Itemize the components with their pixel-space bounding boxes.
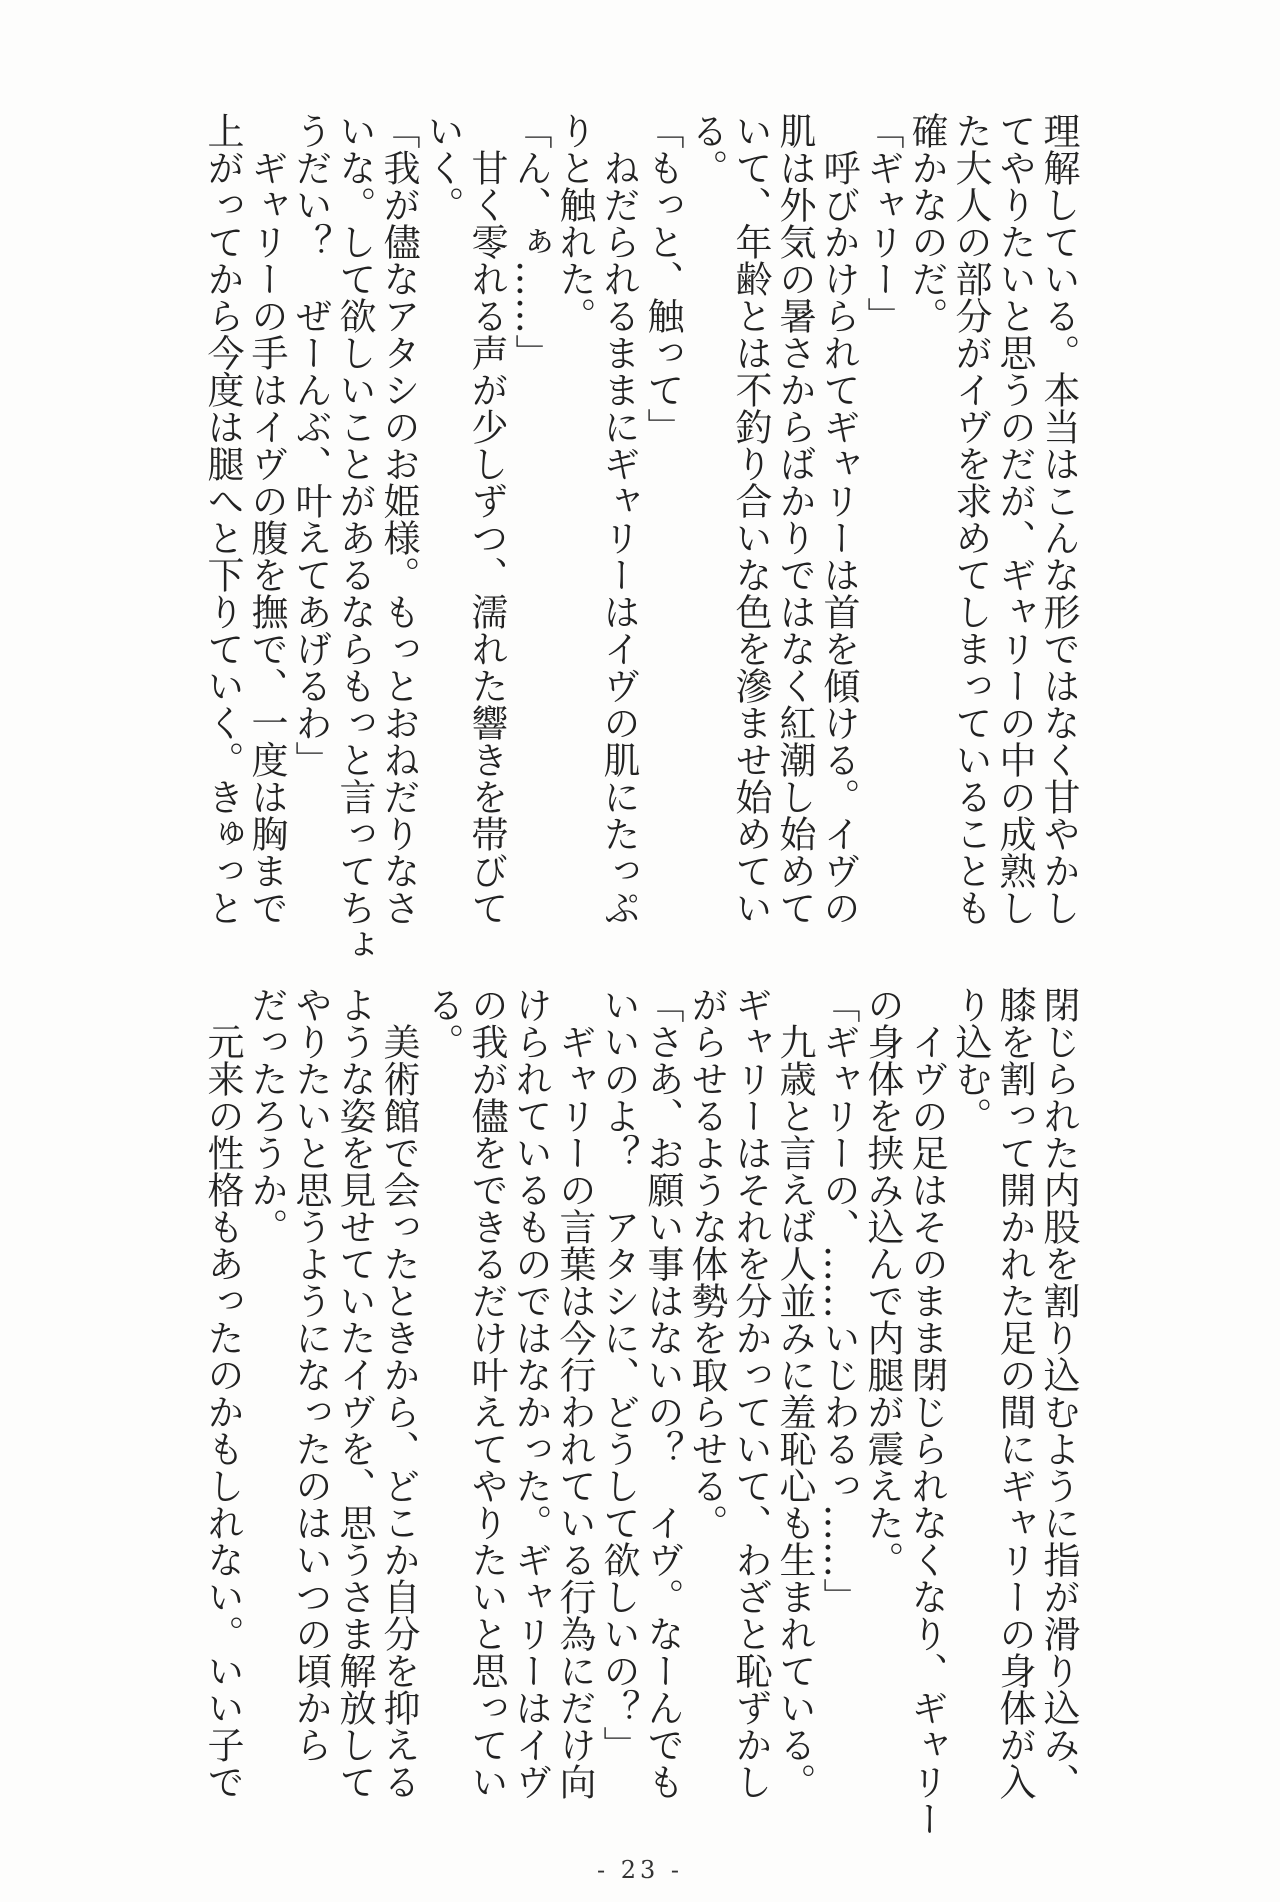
text-line: 閉じられた内股を割り込むように指が滑り込み、	[1037, 986, 1080, 1800]
text-line: 上がってから今度は腿へと下りていく。きゅっと	[201, 112, 244, 926]
text-line: 膝を割って開かれた足の間にギャリーの身体が入	[993, 986, 1036, 1800]
text-line: やりたいと思うようになったのはいつの頃から	[289, 986, 332, 1763]
text-line: イヴの足はそのまま閉じられなくなり、ギャリー	[905, 986, 948, 1837]
text-line: た大人の部分がイヴを求めてしまっていることも	[949, 112, 992, 926]
text-line: 「我が儘なアタシのお姫様。もっとおねだりなさ	[377, 112, 420, 926]
text-line: ような姿を見せていたイヴを、思うさま解放して	[333, 986, 376, 1800]
text-line: 甘く零れる声が少しずつ、濡れた響きを帯びて	[465, 112, 508, 926]
text-line: 確かなのだ。	[905, 112, 948, 334]
text-line: る。	[421, 986, 464, 1060]
text-line: 「ギャリーの、……いじわるっ……」	[817, 986, 860, 1615]
text-line: 肌は外気の暑さからばかりではなく紅潮し始めて	[773, 112, 816, 926]
text-line: の我が儘をできるだけ叶えてやりたいと思ってい	[465, 986, 508, 1800]
text-line: けられているものではなかった。ギャリーはイヴ	[509, 986, 552, 1800]
text-line: 「さあ、お願い事はないの？ イヴ。なーんでも	[641, 986, 684, 1800]
text-line: 元来の性格もあったのかもしれない。いい子で	[201, 986, 244, 1800]
text-line: る。	[685, 112, 728, 186]
text-line: いく。	[421, 112, 464, 223]
bottom-text-block	[196, 986, 1080, 1846]
top-text-block	[196, 112, 1080, 972]
text-line: いて、年齢とは不釣り合いな色を滲ませ始めてい	[729, 112, 772, 926]
text-line: 「ん、ぁ……」	[509, 112, 552, 371]
text-line: 呼びかけられてギャリーは首を傾ける。イヴの	[817, 112, 860, 926]
text-line: りと触れた。	[553, 112, 596, 334]
text-line: 理解している。本当はこんな形ではなく甘やかし	[1037, 112, 1080, 926]
text-line: うだい？ ぜーんぶ、叶えてあげるわ」	[289, 112, 332, 778]
text-line: 「ギャリー」	[861, 112, 904, 334]
text-line: ギャリーの言葉は今行われている行為にだけ向	[553, 986, 596, 1800]
text-line: り込む。	[949, 986, 992, 1134]
text-line: てやりたいと思うのだが、ギャリーの中の成熟し	[993, 112, 1036, 926]
text-line: ねだられるままにギャリーはイヴの肌にたっぷ	[597, 112, 640, 926]
text-line: いな。して欲しいことがあるならもっと言ってちょ	[333, 112, 376, 963]
text-line: いいのよ？ アタシに、どうして欲しいの？」	[597, 986, 640, 1763]
text-line: 九歳と言えば人並みに羞恥心も生まれている。	[773, 986, 816, 1800]
text-line: がらせるような体勢を取らせる。	[685, 986, 728, 1541]
text-line: だったろうか。	[245, 986, 288, 1245]
text-line: の身体を挟み込んで内腿が震えた。	[861, 986, 904, 1578]
page-number: - 23 -	[596, 1856, 683, 1884]
text-line: 「もっと、触って」	[641, 112, 684, 445]
text-line: ギャリーの手はイヴの腹を撫で、一度は胸まで	[245, 112, 288, 926]
text-line: 美術館で会ったときから、どこか自分を抑える	[377, 986, 420, 1800]
text-line: ギャリーはそれを分かっていて、わざと恥ずかし	[729, 986, 772, 1800]
